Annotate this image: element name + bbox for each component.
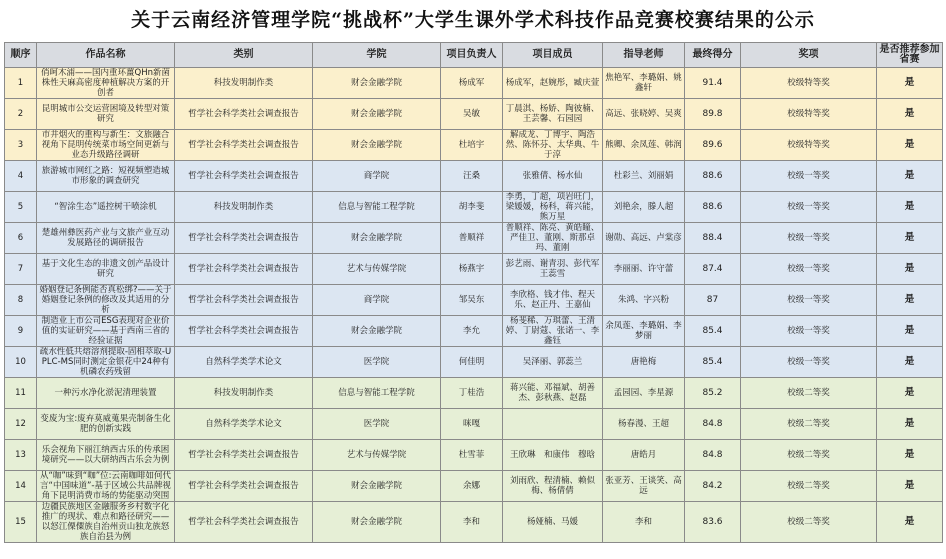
cell-no: 2 bbox=[5, 99, 37, 130]
cell-award: 校级一等奖 bbox=[741, 192, 877, 223]
cell-work-name: 楚雄州彝医药产业与文旅产业互动发展路径的调研报告 bbox=[37, 223, 175, 254]
cell-members: 杨斐稀、万琪蕾、王清婷、丁尉蔻、张诺一、李鑫钰 bbox=[503, 316, 603, 347]
table-row bbox=[5, 347, 943, 378]
cell-members: 张雅倩、杨水仙 bbox=[503, 161, 603, 192]
cell-leader: 余娜 bbox=[441, 471, 503, 502]
cell-category: 哲学社会科学类社会调查报告 bbox=[175, 440, 313, 471]
cell-category: 哲学社会科学类社会调查报告 bbox=[175, 161, 313, 192]
cell-no: 15 bbox=[5, 502, 37, 543]
table-row bbox=[5, 502, 943, 543]
cell-award: 校级一等奖 bbox=[741, 347, 877, 378]
cell-no: 1 bbox=[5, 68, 37, 99]
cell-members: 蒋兴能、邓福斌、胡善杰、彭秋燕、赵磊 bbox=[503, 378, 603, 409]
cell-score: 83.6 bbox=[685, 502, 741, 543]
cell-college: 财会金融学院 bbox=[313, 316, 441, 347]
cell-recommend: 是 bbox=[877, 502, 943, 543]
table-row bbox=[5, 192, 943, 223]
cell-work-name: 婚姻登记条例能否真松绑?——关于婚姻登记条例的修改及其适用的分析 bbox=[37, 285, 175, 316]
cell-leader: 李和 bbox=[441, 502, 503, 543]
cell-award: 校级二等奖 bbox=[741, 409, 877, 440]
table-row bbox=[5, 161, 943, 192]
header-work-name: 作品名称 bbox=[37, 43, 175, 68]
cell-no: 7 bbox=[5, 254, 37, 285]
cell-category: 哲学社会科学类社会调查报告 bbox=[175, 130, 313, 161]
cell-advisor: 刘艳余，滕人超 bbox=[603, 192, 685, 223]
cell-leader: 胡李斐 bbox=[441, 192, 503, 223]
cell-category: 科技发明制作类 bbox=[175, 378, 313, 409]
page-title: 关于云南经济管理学院“挑战杯”大学生课外学术科技作品竞赛校赛结果的公示 bbox=[131, 9, 815, 31]
cell-college: 商学院 bbox=[313, 161, 441, 192]
cell-members: 解成龙、丁博宇、陶浩然、陈怀芬、太华典、牛于淳 bbox=[503, 130, 603, 161]
table-row bbox=[5, 254, 943, 285]
cell-category: 哲学社会科学类社会调查报告 bbox=[175, 285, 313, 316]
cell-college: 医学院 bbox=[313, 347, 441, 378]
cell-no: 8 bbox=[5, 285, 37, 316]
cell-category: 哲学社会科学类社会调查报告 bbox=[175, 471, 313, 502]
cell-advisor: 杜彩兰、刘丽娟 bbox=[603, 161, 685, 192]
header-category: 类别 bbox=[175, 43, 313, 68]
cell-advisor: 李丽丽、许守蕾 bbox=[603, 254, 685, 285]
cell-work-name: 从“咖”味到“咖”位:云南咖啡如何代言“中国味道”-基于区域公共品牌视角下昆明消费市场的势能驱动突围 bbox=[37, 471, 175, 502]
cell-no: 3 bbox=[5, 130, 37, 161]
table-row bbox=[5, 471, 943, 502]
cell-members: 刘雨欣、程清楠、赖似梅、杨倩倩 bbox=[503, 471, 603, 502]
cell-recommend: 是 bbox=[877, 285, 943, 316]
cell-no: 11 bbox=[5, 378, 37, 409]
cell-college: 艺术与传媒学院 bbox=[313, 440, 441, 471]
cell-score: 84.8 bbox=[685, 440, 741, 471]
cell-score: 88.4 bbox=[685, 223, 741, 254]
cell-college: 财会金融学院 bbox=[313, 130, 441, 161]
header-advisor: 指导老师 bbox=[603, 43, 685, 68]
cell-award: 校级特等奖 bbox=[741, 99, 877, 130]
cell-award: 校级二等奖 bbox=[741, 378, 877, 409]
cell-work-name: 制造业上市公司ESG表现对企业价值的实证研究——基于西南三省的经验证据 bbox=[37, 316, 175, 347]
cell-advisor: 谢勋、高远、卢棠彦 bbox=[603, 223, 685, 254]
cell-score: 84.8 bbox=[685, 409, 741, 440]
cell-advisor: 高远、张晓婷、吴爽 bbox=[603, 99, 685, 130]
cell-no: 10 bbox=[5, 347, 37, 378]
cell-leader: 杨成军 bbox=[441, 68, 503, 99]
cell-score: 88.6 bbox=[685, 192, 741, 223]
header-no: 顺序 bbox=[5, 43, 37, 68]
cell-work-name: 疏水性低共熔溶剂提取-固相萃取-UPLC-MS同时测定金银花中24种有机磷农药残留 bbox=[37, 347, 175, 378]
cell-score: 84.2 bbox=[685, 471, 741, 502]
cell-leader: 何佳明 bbox=[441, 347, 503, 378]
cell-category: 自然科学类学术论文 bbox=[175, 409, 313, 440]
cell-recommend: 是 bbox=[877, 130, 943, 161]
cell-work-name: 基于文化生态的非遗文创产品设计研究 bbox=[37, 254, 175, 285]
cell-work-name: 变废为宝:废弃莫威蒐果壳制备生化肥的创新实践 bbox=[37, 409, 175, 440]
cell-award: 校级二等奖 bbox=[741, 471, 877, 502]
cell-college: 信息与智能工程学院 bbox=[313, 192, 441, 223]
cell-score: 89.8 bbox=[685, 99, 741, 130]
cell-college: 商学院 bbox=[313, 285, 441, 316]
cell-college: 财会金融学院 bbox=[313, 223, 441, 254]
cell-no: 6 bbox=[5, 223, 37, 254]
cell-recommend: 是 bbox=[877, 223, 943, 254]
cell-recommend: 是 bbox=[877, 68, 943, 99]
cell-members: 杨成军，赵婉彤，臧庆萱 bbox=[503, 68, 603, 99]
cell-leader: 杜培宇 bbox=[441, 130, 503, 161]
cell-award: 校级特等奖 bbox=[741, 130, 877, 161]
cell-leader: 汪桑 bbox=[441, 161, 503, 192]
cell-leader: 李允 bbox=[441, 316, 503, 347]
cell-college: 医学院 bbox=[313, 409, 441, 440]
cell-category: 哲学社会科学类社会调查报告 bbox=[175, 223, 313, 254]
header-score: 最终得分 bbox=[685, 43, 741, 68]
table-row bbox=[5, 409, 943, 440]
header-members: 项目成员 bbox=[503, 43, 603, 68]
header-recommend: 是否推荐参加省赛 bbox=[877, 43, 943, 68]
cell-work-name: 俏呵木浦——国内重环薑QHn新菌株性天麻高密度种植解决方案的开创者 bbox=[37, 68, 175, 99]
cell-advisor: 熊卿、余凤莲、韩润 bbox=[603, 130, 685, 161]
cell-advisor: 朱鸿、字兴粉 bbox=[603, 285, 685, 316]
cell-award: 校级一等奖 bbox=[741, 316, 877, 347]
cell-members: 彭艺雨、谢青羽、彭代军王蕊雪 bbox=[503, 254, 603, 285]
cell-score: 88.6 bbox=[685, 161, 741, 192]
cell-award: 校级二等奖 bbox=[741, 440, 877, 471]
cell-score: 85.2 bbox=[685, 378, 741, 409]
cell-members: 杨娅楠、马媛 bbox=[503, 502, 603, 543]
table-row bbox=[5, 316, 943, 347]
cell-category: 哲学社会科学类社会调查报告 bbox=[175, 502, 313, 543]
cell-college: 财会金融学院 bbox=[313, 502, 441, 543]
cell-members: 吴泽丽、郭蕊兰 bbox=[503, 347, 603, 378]
cell-no: 14 bbox=[5, 471, 37, 502]
table-row bbox=[5, 378, 943, 409]
cell-advisor: 张亚芳、王谈笑、高远 bbox=[603, 471, 685, 502]
cell-no: 13 bbox=[5, 440, 37, 471]
cell-work-name: 昆明城市公交运营困境及转型对策研究 bbox=[37, 99, 175, 130]
table-row bbox=[5, 99, 943, 130]
cell-work-name: 旅游城市网红之路：短视频塑造城市形象的调查研究 bbox=[37, 161, 175, 192]
cell-college: 财会金融学院 bbox=[313, 99, 441, 130]
cell-no: 5 bbox=[5, 192, 37, 223]
cell-recommend: 是 bbox=[877, 409, 943, 440]
table-row bbox=[5, 285, 943, 316]
cell-recommend: 是 bbox=[877, 316, 943, 347]
cell-work-name: 市井烟火的重构与新生：文旅融合视角下昆明传统菜市场空间更新与业态升级路径调研 bbox=[37, 130, 175, 161]
cell-award: 校级二等奖 bbox=[741, 502, 877, 543]
cell-category: 哲学社会科学类社会调查报告 bbox=[175, 316, 313, 347]
cell-no: 9 bbox=[5, 316, 37, 347]
cell-college: 财会金融学院 bbox=[313, 471, 441, 502]
cell-score: 85.4 bbox=[685, 347, 741, 378]
cell-recommend: 是 bbox=[877, 471, 943, 502]
cell-work-name: 边疆民族地区金融服务乡村数字化推广的现状、难点和路径研究——以怒江傈僳族自治州贡山独龙族怒族自治县为例 bbox=[37, 502, 175, 543]
cell-members: 李欣格、钱才伟、程天乐、赵正丹、王嘉仙 bbox=[503, 285, 603, 316]
cell-leader: 吴敏 bbox=[441, 99, 503, 130]
table-row bbox=[5, 440, 943, 471]
cell-work-name: 乐会视角下丽江纳西古乐的传承困境研究——以大研纳西古乐会为例 bbox=[37, 440, 175, 471]
table-row bbox=[5, 130, 943, 161]
cell-work-name: “智涂生态”遥控树干喷涂机 bbox=[37, 192, 175, 223]
table-header-row bbox=[5, 43, 943, 68]
cell-college: 艺术与传媒学院 bbox=[313, 254, 441, 285]
results-table bbox=[4, 42, 943, 543]
cell-award: 校级一等奖 bbox=[741, 285, 877, 316]
cell-award: 校级一等奖 bbox=[741, 161, 877, 192]
cell-score: 91.4 bbox=[685, 68, 741, 99]
cell-advisor: 余凤莲、李璐娟、李梦丽 bbox=[603, 316, 685, 347]
cell-recommend: 是 bbox=[877, 347, 943, 378]
cell-advisor: 焦艳军、李璐娟、姚鑫轩 bbox=[603, 68, 685, 99]
cell-members bbox=[503, 409, 603, 440]
header-college: 学院 bbox=[313, 43, 441, 68]
cell-leader: 邹吴东 bbox=[441, 285, 503, 316]
cell-recommend: 是 bbox=[877, 99, 943, 130]
cell-advisor: 唐皓月 bbox=[603, 440, 685, 471]
table-body bbox=[5, 68, 943, 543]
cell-leader: 杜雪菲 bbox=[441, 440, 503, 471]
cell-award: 校级一等奖 bbox=[741, 223, 877, 254]
cell-recommend: 是 bbox=[877, 254, 943, 285]
cell-score: 85.4 bbox=[685, 316, 741, 347]
cell-recommend: 是 bbox=[877, 192, 943, 223]
cell-recommend: 是 bbox=[877, 378, 943, 409]
cell-members: 王欣琳 和康伟 穆晗 bbox=[503, 440, 603, 471]
cell-leader: 普顺祥 bbox=[441, 223, 503, 254]
cell-score: 89.6 bbox=[685, 130, 741, 161]
cell-score: 87.4 bbox=[685, 254, 741, 285]
cell-category: 哲学社会科学类社会调查报告 bbox=[175, 99, 313, 130]
cell-recommend: 是 bbox=[877, 161, 943, 192]
cell-category: 科技发明制作类 bbox=[175, 192, 313, 223]
cell-category: 科技发明制作类 bbox=[175, 68, 313, 99]
table-row bbox=[5, 68, 943, 99]
header-award: 奖项 bbox=[741, 43, 877, 68]
cell-advisor: 孟园园、李星源 bbox=[603, 378, 685, 409]
cell-members: 丁晨淇、杨娇、陶彼楠、王芸馨、石园园 bbox=[503, 99, 603, 130]
cell-advisor: 唐艳梅 bbox=[603, 347, 685, 378]
cell-category: 哲学社会科学类社会调查报告 bbox=[175, 254, 313, 285]
cell-award: 校级一等奖 bbox=[741, 254, 877, 285]
cell-members: 李勇，丁超，项岩旺门，梁媛媛，杨科，蒋兴能，熊万星 bbox=[503, 192, 603, 223]
cell-award: 校级特等奖 bbox=[741, 68, 877, 99]
cell-advisor: 李和 bbox=[603, 502, 685, 543]
cell-work-name: 一种污水净化淤泥清理装置 bbox=[37, 378, 175, 409]
cell-college: 财会金融学院 bbox=[313, 68, 441, 99]
cell-score: 87 bbox=[685, 285, 741, 316]
cell-no: 4 bbox=[5, 161, 37, 192]
cell-advisor: 杨春漫、王超 bbox=[603, 409, 685, 440]
header-leader: 项目负责人 bbox=[441, 43, 503, 68]
cell-recommend: 是 bbox=[877, 440, 943, 471]
cell-leader: 咪嘎 bbox=[441, 409, 503, 440]
cell-leader: 杨燕宇 bbox=[441, 254, 503, 285]
table-row bbox=[5, 223, 943, 254]
cell-college: 信息与智能工程学院 bbox=[313, 378, 441, 409]
cell-category: 自然科学类学术论文 bbox=[175, 347, 313, 378]
cell-no: 12 bbox=[5, 409, 37, 440]
cell-members: 普顺祥、陈亮、黄皓瞳、严佳卫、董刚、斯那卓玛、董刚 bbox=[503, 223, 603, 254]
cell-leader: 丁桂浩 bbox=[441, 378, 503, 409]
